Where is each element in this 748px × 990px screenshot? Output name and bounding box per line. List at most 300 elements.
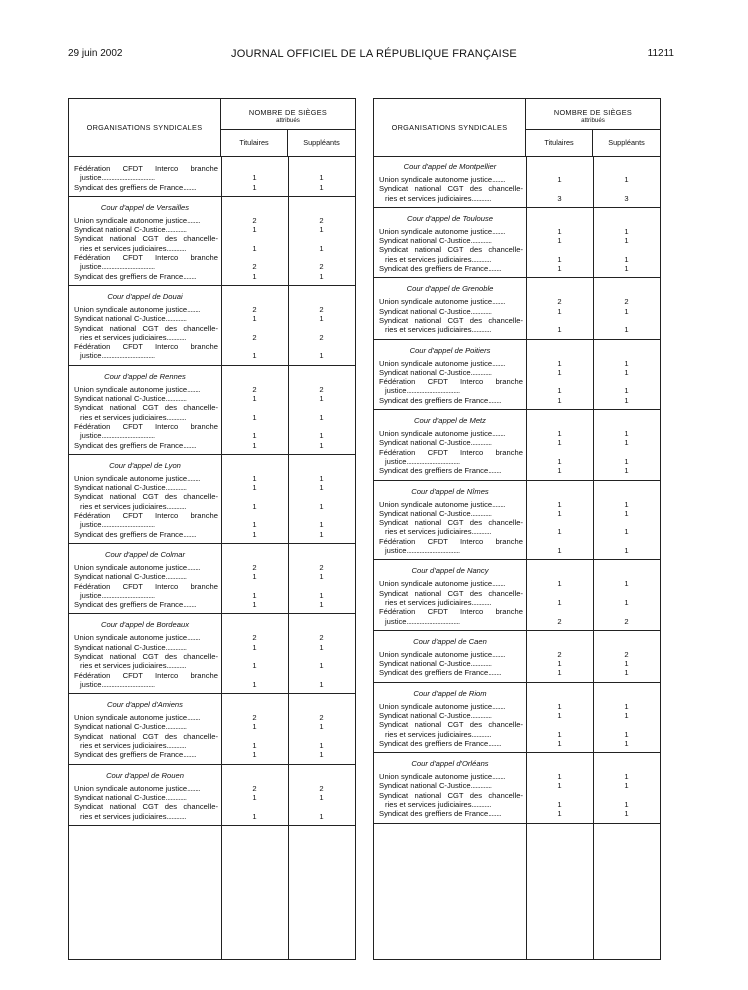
suppleants-value: 1 <box>624 367 629 377</box>
organisation-name: Syndicat national C-Justice............. <box>379 306 492 316</box>
suppleants-value: 1 <box>624 701 629 711</box>
table-row <box>69 633 355 642</box>
organisation-name: Fédération CFDT Interco branche justice................................. <box>74 342 218 361</box>
col-header-seats-sub: attribués <box>276 117 300 124</box>
suppleants-value: 1 <box>319 661 324 671</box>
suppleants-value: 1 <box>624 738 629 748</box>
header-date: 29 juin 2002 <box>68 48 123 59</box>
table-row <box>69 314 355 323</box>
titulaires-value: 1 <box>252 679 257 689</box>
titulaires-value: 1 <box>252 642 257 652</box>
court-title: Cour d'appel d'Amiens <box>107 700 183 710</box>
suppleants-value: 1 <box>624 809 629 819</box>
suppleants-value: 2 <box>319 713 324 723</box>
table-row <box>69 253 355 272</box>
titulaires-value: 2 <box>252 332 257 342</box>
suppleants-value: 2 <box>319 215 324 225</box>
table-row <box>69 732 355 751</box>
court-title: Cour d'appel de Rouen <box>106 770 184 780</box>
titulaires-value: 1 <box>557 175 562 184</box>
court-title: Cour d'appel de Nancy <box>411 566 489 576</box>
organisation-name: Fédération CFDT Interco branche justice................................. <box>379 607 523 626</box>
organisation-name: Union syndicale autonome justice........ <box>74 304 201 314</box>
titulaires-value: 1 <box>252 501 257 511</box>
suppleants-value: 2 <box>319 262 324 272</box>
suppleants-value: 2 <box>319 633 324 643</box>
court-section <box>374 481 660 561</box>
col-header-seats <box>221 99 355 130</box>
court-section <box>69 694 355 764</box>
suppleants-value: 1 <box>319 501 324 511</box>
organisation-name: Syndicat des greffiers de France........ <box>379 395 502 405</box>
organisation-name: Union syndicale autonome justice........ <box>379 649 506 659</box>
table-row <box>374 659 660 668</box>
suppleants-value: 1 <box>624 781 629 791</box>
titulaires-value: 1 <box>252 271 257 281</box>
table-row <box>69 441 355 450</box>
titulaires-value: 1 <box>252 741 257 751</box>
suppleants-value: 1 <box>319 271 324 281</box>
suppleants-value: 1 <box>319 529 324 539</box>
table-row <box>374 772 660 781</box>
suppleants-value: 1 <box>624 358 629 368</box>
table-row <box>69 793 355 802</box>
table-row <box>374 650 660 659</box>
organisation-name: Syndicat national C-Justice............. <box>74 792 187 802</box>
titulaires-value: 2 <box>252 783 257 793</box>
table-body <box>374 156 660 959</box>
table-row <box>69 563 355 572</box>
header-page-number: 11211 <box>647 48 674 59</box>
organisation-name: Syndicat national CGT des chancelle- ries et services judiciaires............ <box>379 790 523 810</box>
organisation-name: Union syndicale autonome justice........ <box>379 358 506 368</box>
suppleants-value: 1 <box>624 579 629 589</box>
suppleants-value: 1 <box>624 466 629 476</box>
suppleants-value: 1 <box>624 729 629 739</box>
titulaires-value: 1 <box>557 668 562 678</box>
titulaires-value: 1 <box>252 811 257 821</box>
suppleants-value: 1 <box>319 412 324 422</box>
titulaires-value: 1 <box>557 438 562 448</box>
titulaires-value: 1 <box>557 456 562 466</box>
titulaires-value: 1 <box>557 226 562 236</box>
suppleants-value: 2 <box>319 562 324 572</box>
titulaires-value: 1 <box>252 529 257 539</box>
table-right <box>373 98 661 960</box>
table-row <box>374 429 660 438</box>
court-title: Cour d'appel de Lyon <box>109 460 181 470</box>
table-row <box>374 781 660 790</box>
court-section <box>374 410 660 480</box>
organisation-name: Union syndicale autonome justice........ <box>379 175 506 184</box>
header-title: JOURNAL OFFICIEL DE LA RÉPUBLIQUE FRANÇAISE <box>231 48 517 60</box>
table-row <box>374 720 660 739</box>
col-header-organisations: ORGANISATIONS SYNDICALES <box>374 99 526 156</box>
organisation-name: Syndicat national C-Justice............. <box>379 659 492 669</box>
col-header-suppleants: Suppléants <box>608 138 645 147</box>
suppleants-value: 1 <box>319 679 324 689</box>
table-row <box>374 368 660 377</box>
col-header-seats-label: NOMBRE DE SIÈGES <box>553 108 633 117</box>
table-row <box>69 713 355 722</box>
court-section <box>374 340 660 410</box>
titulaires-value: 1 <box>252 661 257 671</box>
titulaires-value: 2 <box>252 633 257 643</box>
organisation-name: Syndicat national C-Justice............. <box>379 367 492 377</box>
court-title: Cour d'appel de Bordeaux <box>101 620 189 630</box>
titulaires-value: 1 <box>252 483 257 493</box>
organisation-name: Syndicat national C-Justice............. <box>74 642 187 652</box>
table-header <box>374 99 660 157</box>
table-row <box>374 500 660 509</box>
suppleants-value: 1 <box>319 473 324 483</box>
court-section <box>374 631 660 683</box>
table-row <box>374 739 660 748</box>
titulaires-value: 1 <box>252 440 257 450</box>
suppleants-value: 2 <box>624 616 629 626</box>
organisation-name: Syndicat national CGT des chancelle- ries et services judiciaires............ <box>74 234 218 253</box>
table-row <box>374 316 660 335</box>
table-row <box>69 483 355 492</box>
organisation-name: Union syndicale autonome justice........ <box>379 226 506 236</box>
col-header-seats <box>526 99 660 130</box>
court-section <box>69 544 355 614</box>
organisation-name: Syndicat national C-Justice............. <box>379 781 492 791</box>
suppleants-value: 1 <box>624 386 629 396</box>
court-section <box>374 560 660 630</box>
suppleants-value: 1 <box>624 306 629 316</box>
titulaires-value: 2 <box>252 304 257 314</box>
titulaires-value: 1 <box>252 314 257 324</box>
table-row <box>69 422 355 441</box>
titulaires-value: 2 <box>252 262 257 272</box>
organisation-name: Union syndicale autonome justice........ <box>74 562 201 572</box>
organisation-name: Syndicat national C-Justice............. <box>74 722 187 732</box>
table-row <box>69 342 355 361</box>
organisation-name: Syndicat national CGT des chancelle- ries et services judiciaires............ <box>379 588 523 607</box>
titulaires-value: 2 <box>557 616 562 626</box>
organisation-name: Syndicat des greffiers de France........ <box>379 264 502 274</box>
titulaires-value: 1 <box>557 701 562 711</box>
court-title: Cour d'appel de Nîmes <box>411 486 489 496</box>
suppleants-value: 2 <box>624 297 629 307</box>
table-row <box>69 722 355 731</box>
organisation-name: Syndicat national C-Justice............. <box>379 236 492 246</box>
titulaires-value: 1 <box>557 466 562 476</box>
organisation-name: Fédération CFDT Interco branche justice................................. <box>74 670 218 689</box>
titulaires-value: 1 <box>252 431 257 441</box>
court-title: Cour d'appel de Toulouse <box>406 213 494 223</box>
suppleants-value: 1 <box>624 264 629 274</box>
table-row <box>69 492 355 511</box>
table-row <box>374 589 660 608</box>
organisation-name: Union syndicale autonome justice........ <box>379 499 506 509</box>
titulaires-value: 1 <box>557 264 562 274</box>
suppleants-value: 1 <box>624 597 629 607</box>
table-row <box>374 579 660 588</box>
table-left <box>68 98 356 960</box>
table-row <box>69 784 355 793</box>
table-row <box>374 537 660 556</box>
suppleants-value: 1 <box>624 325 629 335</box>
court-title: Cour d'appel de Colmar <box>105 549 185 559</box>
organisation-name: Syndicat national CGT des chancelle- ries et services judiciaires............ <box>379 184 523 203</box>
col-header-titulaires: Titulaires <box>526 129 593 156</box>
titulaires-value: 1 <box>557 579 562 589</box>
court-section <box>69 765 355 826</box>
organisation-name: Syndicat des greffiers de France........ <box>379 738 502 748</box>
court-section <box>374 683 660 753</box>
titulaires-value: 1 <box>252 520 257 530</box>
organisation-name: Syndicat national CGT des chancelle- ries et services judiciaires............ <box>74 802 218 821</box>
suppleants-value: 1 <box>624 710 629 720</box>
titulaires-value: 1 <box>557 546 562 556</box>
organisation-name: Union syndicale autonome justice........ <box>74 384 201 394</box>
titulaires-value: 1 <box>557 738 562 748</box>
suppleants-value: 1 <box>319 572 324 582</box>
suppleants-value: 1 <box>624 499 629 509</box>
titulaires-value: 1 <box>252 473 257 483</box>
suppleants-value: 1 <box>319 741 324 751</box>
col-header-organisations: ORGANISATIONS SYNDICALES <box>69 99 221 156</box>
suppleants-value: 1 <box>319 590 324 600</box>
table-row <box>69 164 355 183</box>
suppleants-value: 1 <box>319 750 324 760</box>
suppleants-value: 1 <box>624 254 629 264</box>
titulaires-value: 1 <box>557 800 562 810</box>
titulaires-value: 1 <box>557 367 562 377</box>
court-section <box>69 286 355 366</box>
organisation-name: Fédération CFDT Interco branche justice................................. <box>379 536 523 556</box>
table-row <box>374 791 660 810</box>
table-row <box>69 272 355 281</box>
titulaires-value: 1 <box>557 499 562 509</box>
titulaires-value: 1 <box>252 792 257 802</box>
titulaires-value: 1 <box>557 781 562 791</box>
court-title: Cour d'appel d'Orléans <box>411 759 489 769</box>
court-section <box>374 156 660 208</box>
organisation-name: Syndicat des greffiers de France........ <box>379 668 502 678</box>
table-row <box>374 448 660 467</box>
table-row <box>69 183 355 192</box>
table-row <box>374 702 660 711</box>
table-row <box>69 394 355 403</box>
titulaires-value: 1 <box>252 572 257 582</box>
organisation-name: Syndicat national C-Justice............. <box>379 508 492 518</box>
titulaires-value: 1 <box>252 182 257 192</box>
organisation-name: Syndicat national C-Justice............. <box>74 394 187 404</box>
suppleants-value: 1 <box>319 811 324 821</box>
suppleants-value: 1 <box>624 395 629 405</box>
table-row <box>374 184 660 203</box>
court-title: Cour d'appel de Douai <box>107 291 183 301</box>
suppleants-value: 1 <box>624 800 629 810</box>
suppleants-value: 1 <box>624 668 629 678</box>
court-section <box>69 614 355 694</box>
court-section <box>69 455 355 544</box>
organisation-name: Union syndicale autonome justice........ <box>74 713 201 723</box>
table-row <box>374 466 660 475</box>
organisation-name: Syndicat des greffiers de France........ <box>74 182 197 192</box>
suppleants-value: 1 <box>319 642 324 652</box>
court-title: Cour d'appel de Poitiers <box>409 345 491 355</box>
table-row <box>69 234 355 253</box>
suppleants-value: 2 <box>319 304 324 314</box>
titulaires-value: 1 <box>557 358 562 368</box>
suppleants-value: 1 <box>624 772 629 782</box>
organisation-name: Fédération CFDT Interco branche justice................................. <box>74 421 218 441</box>
suppleants-value: 1 <box>319 351 324 361</box>
organisation-name: Union syndicale autonome justice........ <box>379 772 506 782</box>
table-row <box>69 652 355 671</box>
table-row <box>69 750 355 759</box>
suppleants-value: 1 <box>319 792 324 802</box>
court-title: Cour d'appel de Caen <box>413 636 487 646</box>
organisation-name: Syndicat des greffiers de France........ <box>74 600 197 610</box>
organisation-name: Syndicat national CGT des chancelle- ries et services judiciaires............ <box>74 403 218 422</box>
suppleants-value: 2 <box>624 649 629 659</box>
organisation-name: Syndicat national CGT des chancelle- ries et services judiciaires............ <box>379 720 523 739</box>
organisation-name: Syndicat national CGT des chancelle- ries et services judiciaires............ <box>74 323 218 342</box>
organisation-name: Syndicat national CGT des chancelle- ries et services judiciaires............ <box>379 245 523 264</box>
table-row <box>374 245 660 264</box>
table-row <box>69 511 355 530</box>
organisation-name: Union syndicale autonome justice........ <box>74 783 201 793</box>
titulaires-value: 1 <box>252 394 257 404</box>
organisation-name: Syndicat des greffiers de France........ <box>379 809 502 819</box>
titulaires-value: 2 <box>557 297 562 307</box>
suppleants-value: 1 <box>319 225 324 235</box>
suppleants-value: 1 <box>319 394 324 404</box>
organisation-name: Syndicat national CGT des chancelle- ries et services judiciaires............ <box>379 315 523 335</box>
suppleants-value: 1 <box>319 520 324 530</box>
organisation-name: Syndicat national C-Justice............. <box>379 438 492 448</box>
organisation-name: Fédération CFDT Interco branche justice................................. <box>379 447 523 466</box>
organisation-name: Union syndicale autonome justice........ <box>74 633 201 643</box>
organisation-name: Syndicat des greffiers de France........ <box>74 271 197 281</box>
court-section <box>69 197 355 286</box>
suppleants-value: 1 <box>319 483 324 493</box>
table-body <box>69 156 355 959</box>
suppleants-value: 1 <box>319 431 324 441</box>
table-row <box>374 711 660 720</box>
table-row <box>374 809 660 818</box>
titulaires-value: 2 <box>252 384 257 394</box>
suppleants-value: 1 <box>624 456 629 466</box>
court-title: Cour d'appel de Rennes <box>104 371 186 381</box>
titulaires-value: 1 <box>557 729 562 739</box>
organisation-name: Syndicat national C-Justice............. <box>74 483 187 493</box>
titulaires-value: 1 <box>557 306 562 316</box>
table-row <box>374 175 660 184</box>
table-row <box>374 396 660 405</box>
organisation-name: Union syndicale autonome justice........ <box>74 473 201 483</box>
organisation-name: Syndicat national C-Justice............. <box>74 314 187 324</box>
organisation-name: Fédération CFDT Interco branche justice................................. <box>74 253 218 272</box>
suppleants-value: 1 <box>624 508 629 518</box>
court-title: Cour d'appel de Metz <box>414 416 486 426</box>
court-section <box>69 366 355 455</box>
table-row <box>69 572 355 581</box>
titulaires-value: 1 <box>557 597 562 607</box>
organisation-name: Syndicat national CGT des chancelle- ries et services judiciaires............ <box>74 492 218 511</box>
organisation-name: Fédération CFDT Interco branche justice................................. <box>74 164 218 183</box>
organisation-name: Fédération CFDT Interco branche justice................................. <box>379 377 523 396</box>
table-row <box>374 607 660 626</box>
titulaires-value: 1 <box>557 772 562 782</box>
suppleants-value: 1 <box>319 600 324 610</box>
court-title: Cour d'appel de Riom <box>413 688 487 698</box>
titulaires-value: 1 <box>252 173 257 183</box>
organisation-name: Syndicat des greffiers de France........ <box>379 466 502 476</box>
suppleants-value: 1 <box>624 438 629 448</box>
organisation-name: Union syndicale autonome justice........ <box>74 215 201 225</box>
suppleants-value: 1 <box>319 314 324 324</box>
titulaires-value: 1 <box>557 236 562 246</box>
court-title: Cour d'appel de Montpellier <box>403 162 497 171</box>
organisation-name: Syndicat national C-Justice............. <box>74 225 187 235</box>
court-section <box>374 208 660 278</box>
court-section <box>69 156 355 197</box>
organisation-name: Union syndicale autonome justice........ <box>379 579 506 589</box>
table-row <box>374 307 660 316</box>
table-row <box>69 324 355 343</box>
suppleants-value: 1 <box>319 722 324 732</box>
col-header-titulaires: Titulaires <box>221 129 288 156</box>
titulaires-value: 1 <box>252 722 257 732</box>
titulaires-value: 1 <box>252 351 257 361</box>
suppleants-value: 1 <box>624 527 629 537</box>
col-header-suppleants: Suppléants <box>303 138 340 147</box>
suppleants-value: 2 <box>319 783 324 793</box>
col-header-seats-sub: attribués <box>581 117 605 124</box>
table-row <box>69 225 355 234</box>
table-row <box>69 305 355 314</box>
suppleants-value: 1 <box>319 182 324 192</box>
organisation-name: Syndicat des greffiers de France........ <box>74 750 197 760</box>
table-row <box>69 530 355 539</box>
table-row <box>374 377 660 396</box>
suppleants-value: 1 <box>319 243 324 253</box>
table-row <box>374 668 660 677</box>
organisation-name: Syndicat des greffiers de France........ <box>74 440 197 450</box>
table-row <box>374 359 660 368</box>
titulaires-value: 1 <box>557 659 562 669</box>
court-section <box>374 278 660 339</box>
court-section <box>374 753 660 823</box>
titulaires-value: 1 <box>557 809 562 819</box>
organisation-name: Syndicat national C-Justice............. <box>379 710 492 720</box>
titulaires-value: 1 <box>252 590 257 600</box>
suppleants-value: 1 <box>624 236 629 246</box>
titulaires-value: 3 <box>557 193 562 203</box>
titulaires-value: 1 <box>252 225 257 235</box>
table-row <box>69 582 355 601</box>
suppleants-value: 2 <box>319 384 324 394</box>
suppleants-value: 1 <box>319 440 324 450</box>
organisation-name: Fédération CFDT Interco branche justice................................. <box>74 581 218 600</box>
table-row <box>374 509 660 518</box>
titulaires-value: 1 <box>557 254 562 264</box>
titulaires-value: 1 <box>252 243 257 253</box>
organisation-name: Union syndicale autonome justice........ <box>379 297 506 307</box>
table-row <box>374 227 660 236</box>
organisation-name: Fédération CFDT Interco branche justice................................. <box>74 511 218 530</box>
organisation-name: Syndicat national CGT des chancelle- ries et services judiciaires............ <box>74 731 218 751</box>
organisation-name: Union syndicale autonome justice........ <box>379 701 506 711</box>
table-row <box>69 802 355 821</box>
titulaires-value: 1 <box>252 750 257 760</box>
